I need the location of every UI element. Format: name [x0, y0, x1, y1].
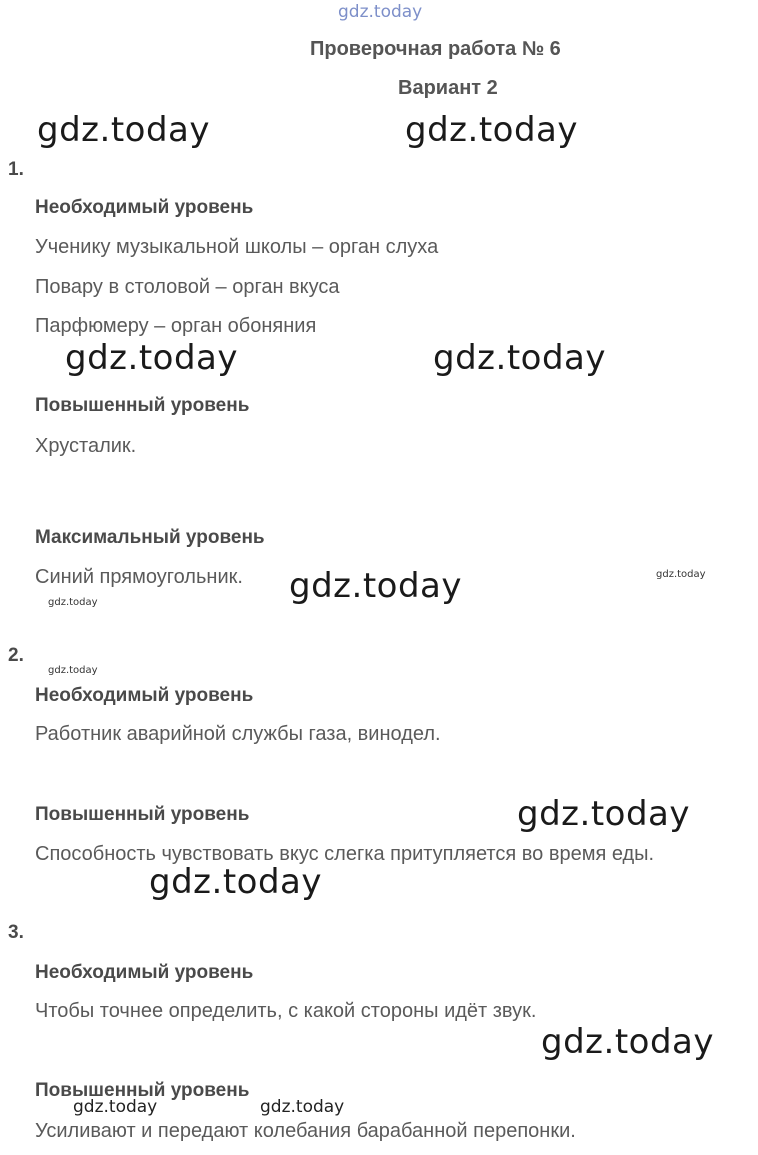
- level-heading: Максимальный уровень: [35, 527, 265, 548]
- watermark: gdz.today: [260, 1097, 345, 1117]
- watermark: gdz.today: [48, 665, 98, 676]
- answer-line: Чтобы точнее определить, с какой стороны идёт звук.: [35, 1000, 537, 1022]
- watermark: gdz.today: [149, 862, 322, 902]
- level-heading: Необходимый уровень: [35, 962, 254, 983]
- level-heading: Повышенный уровень: [35, 804, 250, 825]
- level-heading: Повышенный уровень: [35, 395, 250, 416]
- page-title: Проверочная работа № 6: [310, 38, 561, 60]
- watermark: gdz.today: [289, 566, 462, 606]
- answer-line: Синий прямоугольник.: [35, 566, 243, 588]
- answer-line: Повару в столовой – орган вкуса: [35, 276, 340, 298]
- watermark: gdz.today: [73, 1097, 158, 1117]
- task-number: 1.: [8, 159, 24, 180]
- watermark: gdz.today: [433, 338, 606, 378]
- level-heading: Повышенный уровень: [35, 1080, 250, 1101]
- answer-line: Ученику музыкальной школы – орган слуха: [35, 236, 439, 258]
- watermark: gdz.today: [541, 1022, 714, 1062]
- answer-line: Усиливают и передают колебания барабанной перепонки.: [35, 1120, 576, 1142]
- watermark: gdz.today: [405, 110, 578, 150]
- answer-line: Хрусталик.: [35, 435, 137, 457]
- answer-line: Работник аварийной службы газа, винодел.: [35, 723, 441, 745]
- watermark: gdz.today: [65, 338, 238, 378]
- watermark: gdz.today: [37, 110, 210, 150]
- answer-line: Парфюмеру – орган обоняния: [35, 315, 317, 337]
- watermark: gdz.today: [656, 569, 706, 580]
- level-heading: Необходимый уровень: [35, 197, 254, 218]
- watermark: gdz.today: [517, 794, 690, 834]
- task-number: 3.: [8, 922, 24, 943]
- watermark: gdz.today: [48, 597, 98, 608]
- variant-label: Вариант 2: [398, 77, 498, 99]
- level-heading: Необходимый уровень: [35, 685, 254, 706]
- watermark-top: gdz.today: [338, 2, 423, 22]
- task-number: 2.: [8, 645, 24, 666]
- answer-line: Способность чувствовать вкус слегка притупляется во время еды.: [35, 843, 655, 865]
